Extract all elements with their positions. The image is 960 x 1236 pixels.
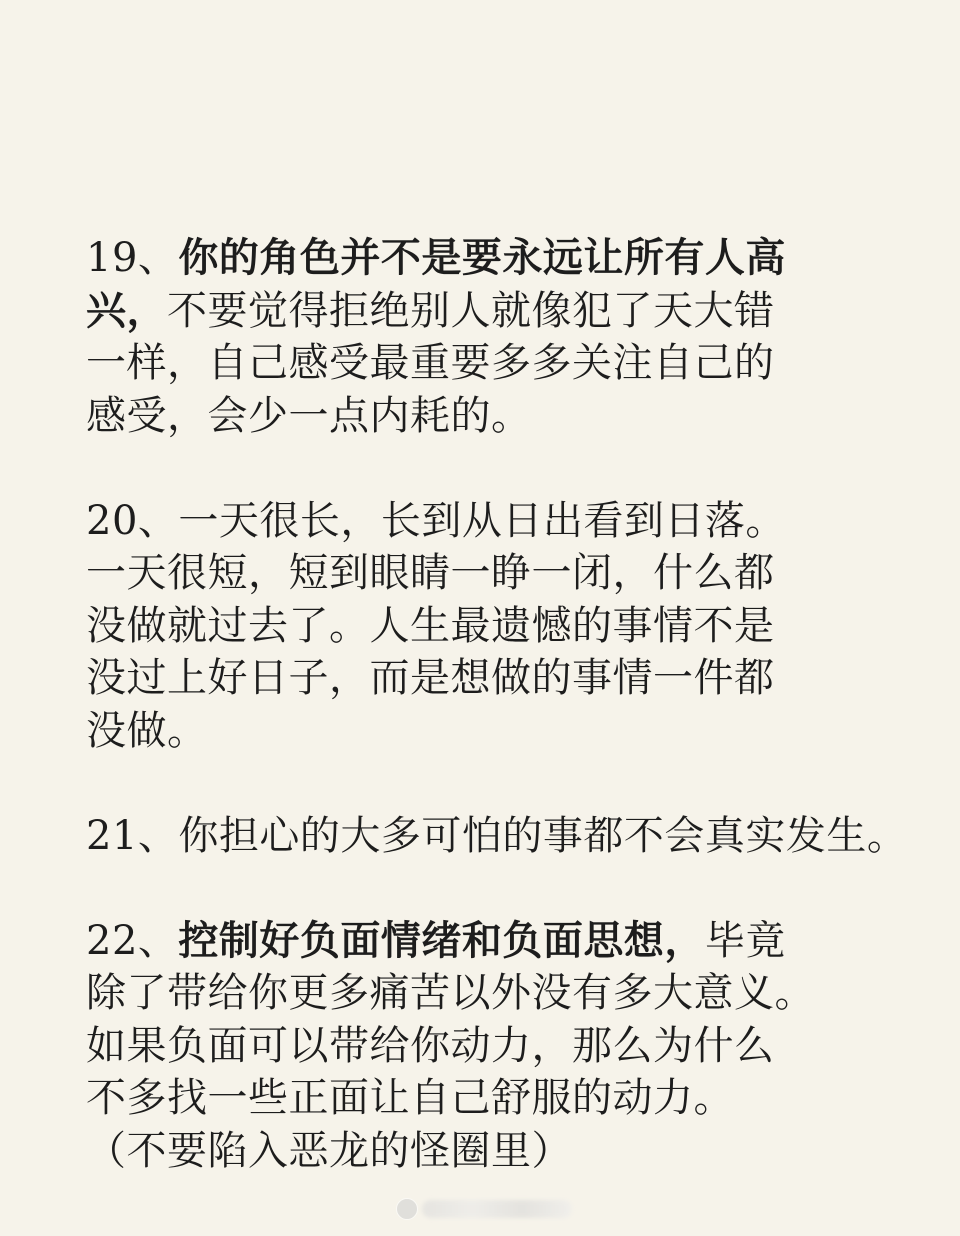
text-line: [86, 232, 926, 285]
text-line: [86, 337, 926, 390]
bold-text-segment: 你的角色并不是要永远让所有人高: [178, 234, 786, 281]
paragraph-gap: [86, 442, 926, 495]
text-line: [86, 285, 926, 338]
text-segment: 一样，自己感受最重要多多关注自己的: [86, 340, 775, 386]
text-segment: 毕竟: [704, 917, 786, 964]
quotes-document: [86, 232, 926, 1177]
text-line: [86, 547, 926, 600]
text-segment: 感受，会少一点内耗的。: [86, 392, 532, 439]
text-segment: 21、你担心的大多可怕的事都不会真实发生。: [86, 812, 908, 859]
text-line: [86, 810, 926, 863]
quote-paragraph: [86, 232, 926, 442]
watermark-blurred-text: [422, 1200, 572, 1218]
watermark: [396, 1196, 572, 1222]
text-segment: 没做。: [86, 707, 208, 754]
text-segment: 不多找一些正面让自己舒服的动力。: [86, 1075, 734, 1121]
text-line: [86, 390, 926, 443]
text-segment: 22、: [86, 917, 179, 964]
text-segment: 一天很短，短到眼睛一睁一闭，什么都: [86, 550, 775, 596]
paragraph-gap: [86, 757, 926, 810]
paragraph-gap: [86, 862, 926, 915]
watermark-logo-icon: [396, 1198, 418, 1220]
text-segment: 如果负面可以带给你动力，那么为什么: [86, 1022, 775, 1069]
quote-paragraph: [86, 810, 926, 863]
text-line: [86, 1125, 926, 1178]
text-segment: 20、一天很长，长到从日出看到日落。: [86, 497, 786, 544]
text-line: [86, 915, 926, 968]
bold-text-segment: 控制好负面情绪和负面思想，: [178, 916, 705, 964]
text-line: [86, 705, 926, 758]
text-line: [86, 495, 926, 548]
text-line: [86, 967, 926, 1020]
text-line: [86, 652, 926, 705]
text-segment: 除了带给你更多痛苦以外没有多大意义。: [86, 970, 815, 1016]
text-line: [86, 1020, 926, 1073]
text-segment: （不要陷入恶龙的怪圈里）: [86, 1127, 572, 1174]
quote-paragraph: [86, 915, 926, 1178]
text-segment: 没做就过去了。人生最遗憾的事情不是: [86, 602, 775, 649]
bold-text-segment: 兴，: [86, 286, 167, 334]
quote-paragraph: [86, 495, 926, 758]
text-line: [86, 600, 926, 653]
text-segment: 没过上好日子，而是想做的事情一件都: [86, 655, 775, 701]
text-segment: 19、: [86, 235, 179, 281]
text-segment: 不要觉得拒绝别人就像犯了天大错: [167, 287, 775, 334]
text-line: [86, 1072, 926, 1125]
